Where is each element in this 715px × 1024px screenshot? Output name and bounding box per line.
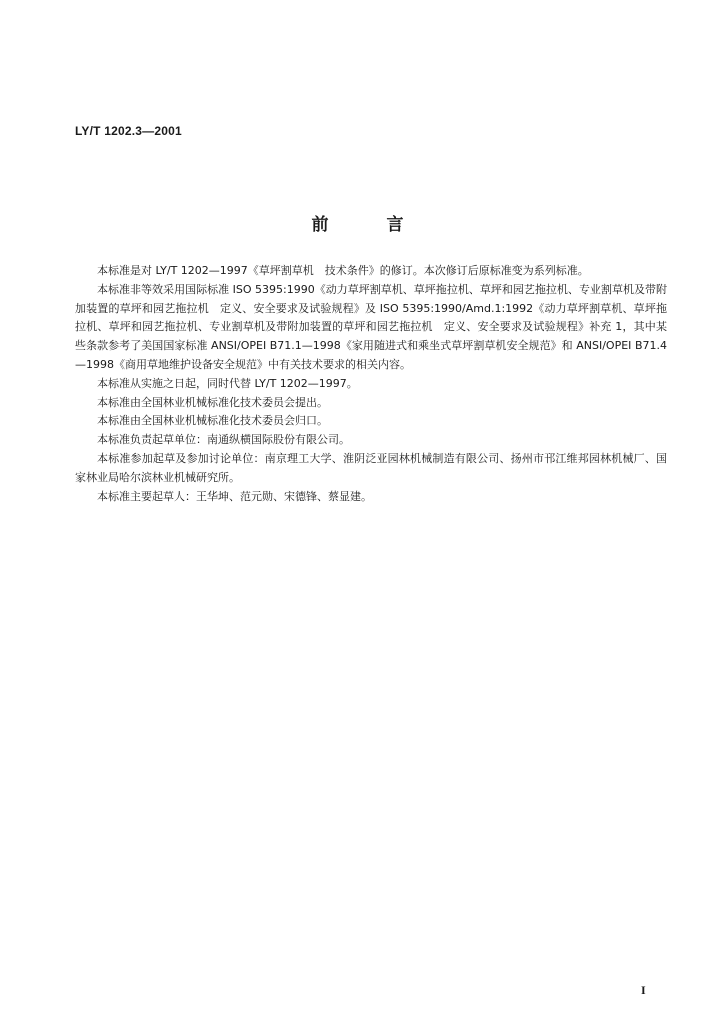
paragraph-drafting-unit: 本标准负责起草单位：南通纵横国际股份有限公司。 — [97, 433, 350, 447]
paragraph-revision: 本标准是对 LY/T 1202—1997《草坪割草机 技术条件》的修订。本次修订后原标准变为系列标准。 — [97, 264, 589, 277]
paragraph-drafters: 本标准主要起草人：王华坤、范元勋、宋德锋、蔡显建。 — [97, 489, 372, 503]
page-number: I — [641, 983, 646, 997]
section-title: 前言 — [311, 215, 462, 235]
paragraph-participating-units: 本标准参加起草及参加讨论单位：南京理工大学、淮阴泛亚园林机械制造有限公司、扬州市邗江维邦园林机械厂、国家林业局哈尔滨林业机械研究所。 — [75, 451, 667, 484]
paragraph-centralized-by: 本标准由全国林业机械标准化技术委员会归口。 — [97, 414, 328, 428]
paragraph-adoption: 本标准非等效采用国际标准 ISO 5395:1990《动力草坪割草机、草坪拖拉机、草坪和园艺拖拉机、专业割草机及带附加装置的草坪和园艺拖拉机 定义、安全要求及试验规程》及 ISO 5395:1990/Amd.1:1992《动力草坪割草机、草坪拖拉机、草坪和园艺拖拉机、专业割草机及带附加装置的草坪和园艺拖拉机 定义、安全要求及试验规程》补充 1，其中某些条款参考了美国国家标准 ANSI/OPEI B71.1—1998《家用随进式和乘坐式草坪割草机安全规范》和 ANSI/OPEI B71.4—1998《商用草地维护设备安全规范》中有关技术要求的相关内容。 — [75, 282, 667, 371]
standard-number: LY/T 1202.3—2001 — [75, 124, 182, 138]
paragraph-proposed-by: 本标准由全国林业机械标准化技术委员会提出。 — [97, 395, 328, 409]
foreword-body — [75, 262, 667, 506]
paragraph-replacement: 本标准从实施之日起，同时代替 LY/T 1202—1997。 — [97, 376, 358, 390]
